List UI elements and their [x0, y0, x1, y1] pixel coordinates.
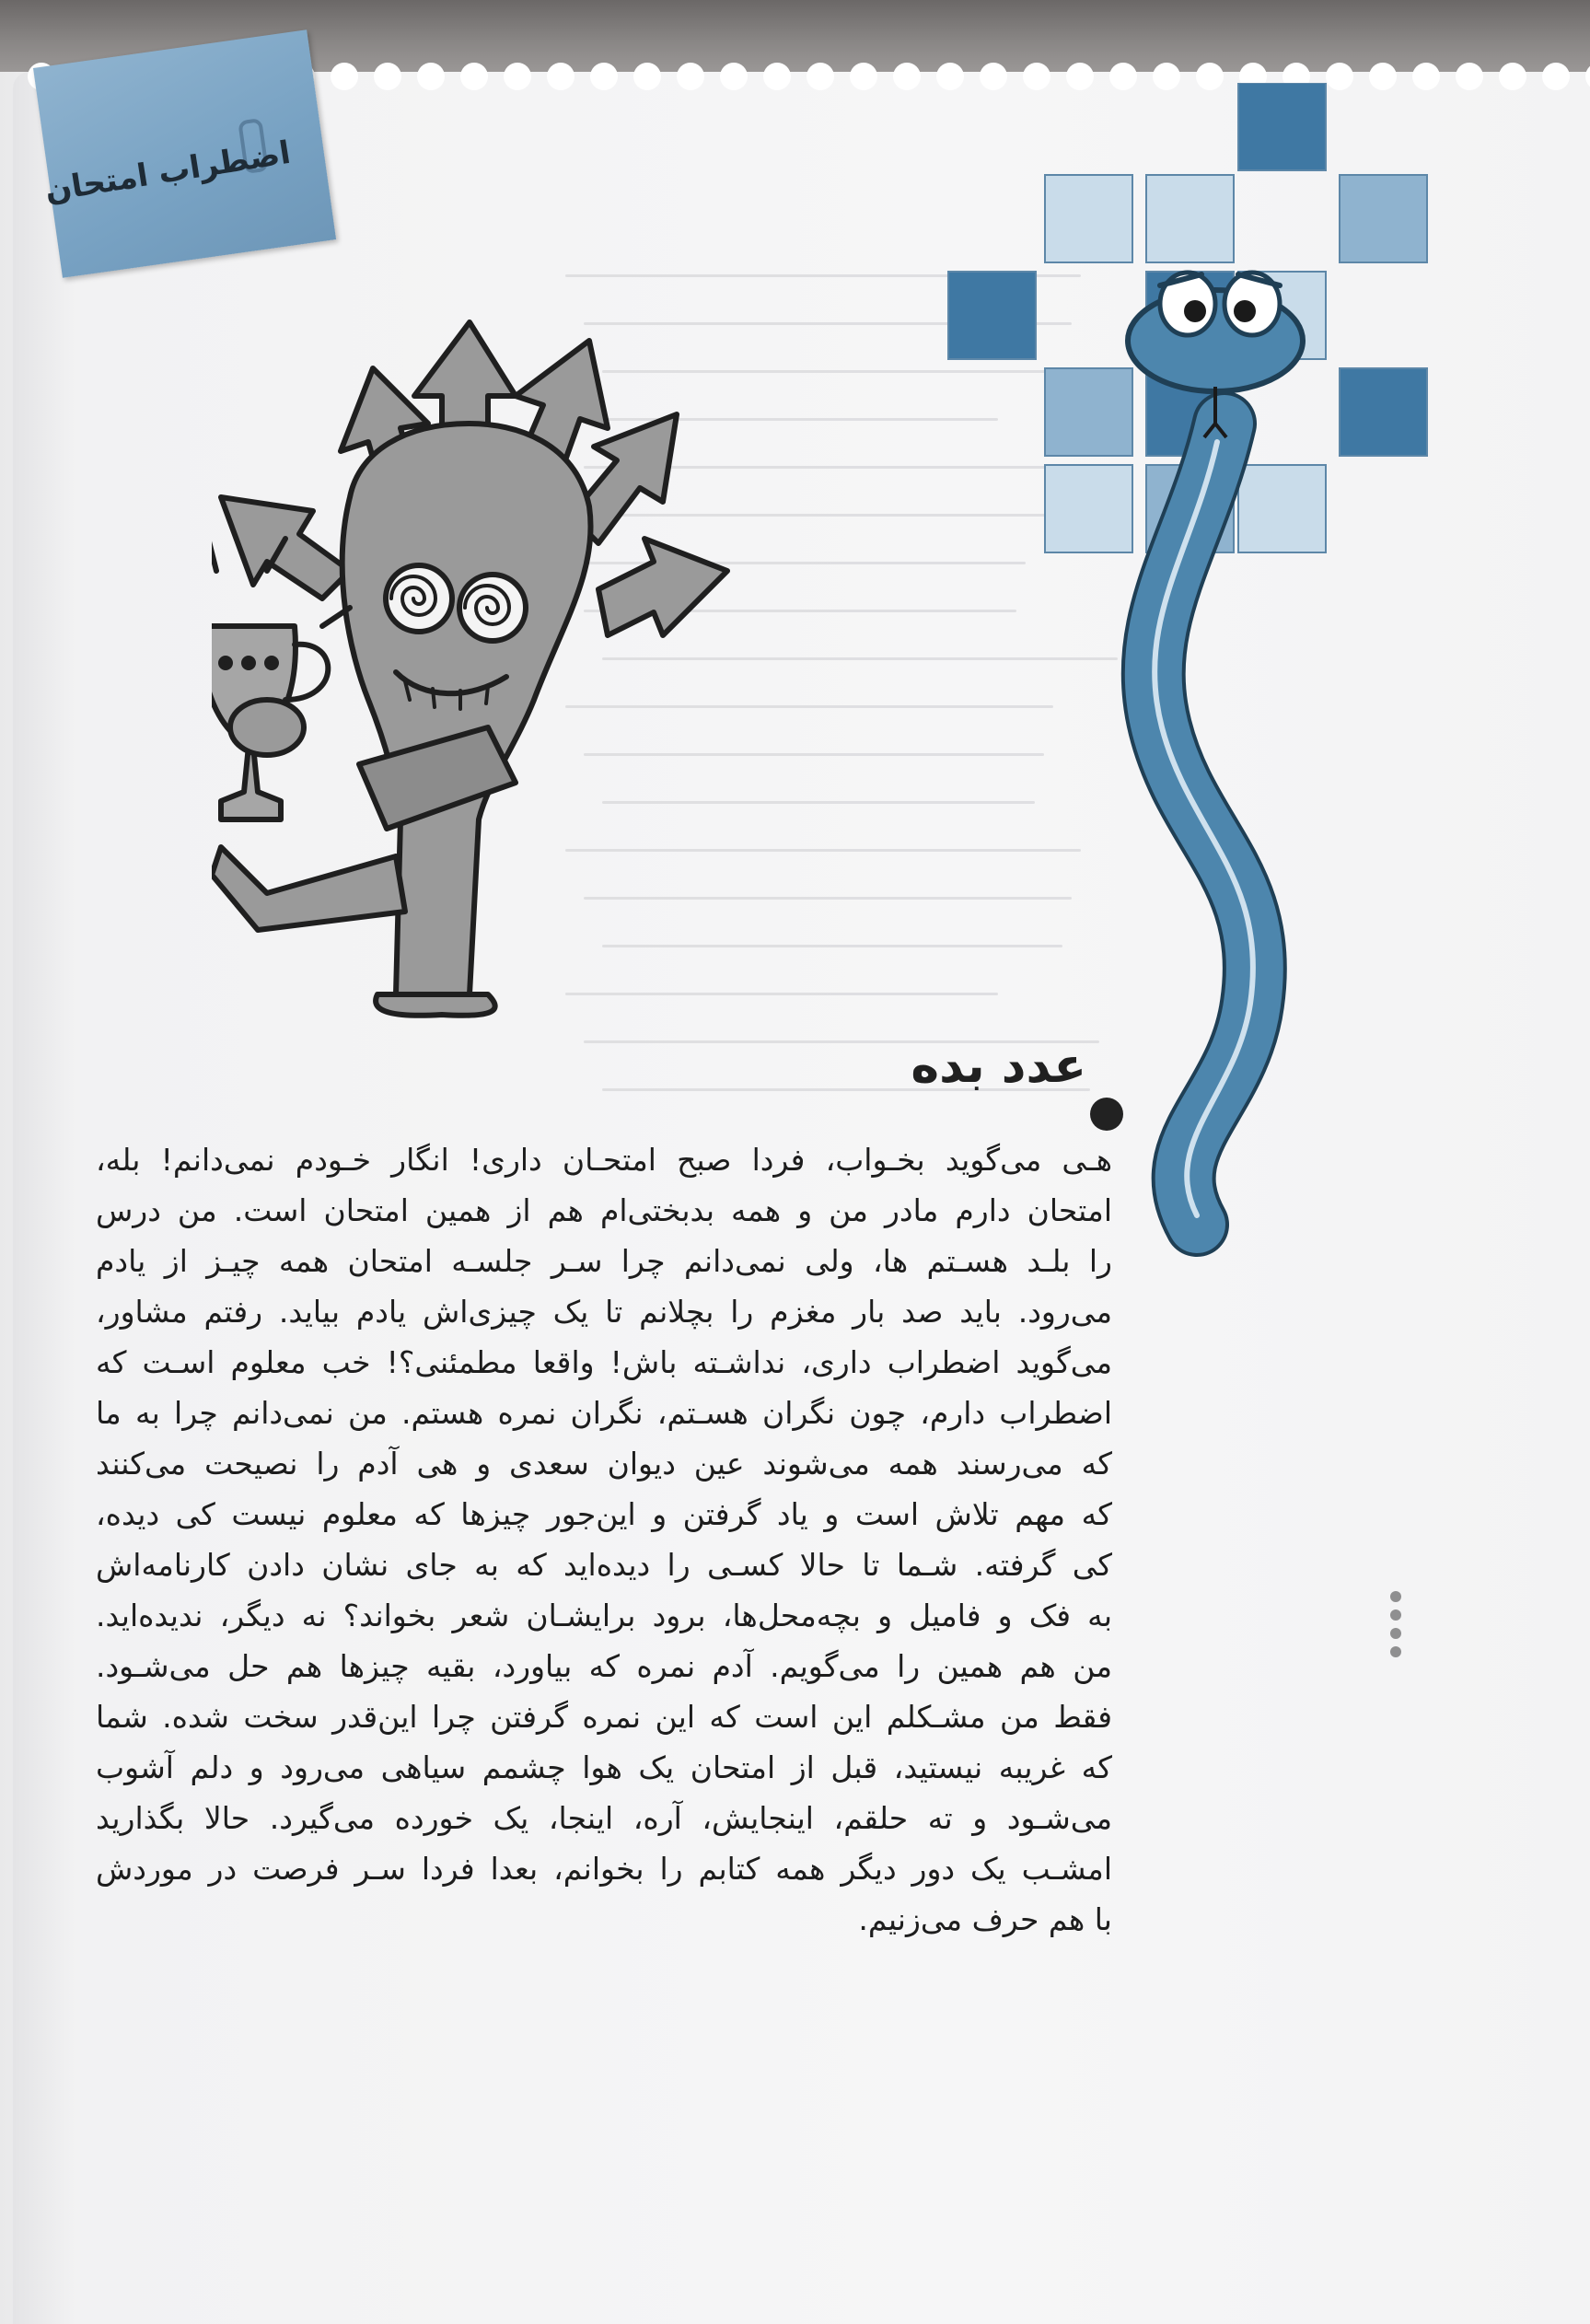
- binding-hole: [763, 63, 791, 90]
- body-line: را بلـد هسـتم ها، ولی نمی‌دانم چرا سـر جلسـه امتحان همه چیـز از یادم: [96, 1243, 1112, 1279]
- body-line: که غریبه نیستید، قبل از امتحان یک هوا چشمم سیاهی می‌رود و دلم آشوب: [96, 1749, 1112, 1785]
- page-dots: [1390, 1591, 1405, 1665]
- section-title: عدد بده: [911, 1039, 1086, 1094]
- binding-hole: [417, 63, 445, 90]
- body-line: امتحان دارم مادر من و همه بدبختی‌ام هم از همین امتحان است. من درس: [96, 1192, 1112, 1228]
- binding-hole: [547, 63, 574, 90]
- binding-hole: [331, 63, 358, 90]
- body-line: با هم حرف می‌زنیم.: [858, 1901, 1112, 1937]
- body-paragraph: [96, 1134, 1112, 1945]
- body-line: می‌رود. باید صد بار مغزم را بچلانم تا یک چیزی‌اش یادم بیاید. رفتم مشاور،: [96, 1294, 1112, 1330]
- page-dot: [1390, 1646, 1401, 1657]
- body-line: هـی می‌گوید بخـواب، فردا صبح امتحـان داری! انگار خـودم نمی‌دانم! بله،: [96, 1142, 1112, 1178]
- page-dot: [1390, 1609, 1401, 1621]
- page-dot: [1390, 1591, 1401, 1602]
- page-dot: [1390, 1628, 1401, 1639]
- body-line: کی گرفته. شـما تا حالا کسـی را دیده‌اید که به جای نشان دادن کارنامه‌اش: [96, 1547, 1112, 1583]
- body-line: امشـب یک دور دیگر همه کتابم را بخوانم، بعدا فردا سـر فرصت در موردش: [96, 1851, 1112, 1887]
- binding-hole: [720, 63, 748, 90]
- body-line: که مهم تلاش است و یاد گرفتن و این‌جور چیزها که معلوم نیست کی دیده،: [96, 1496, 1112, 1532]
- body-line: به فک و فامیل و بچه‌محل‌ها، برود برایشـان شعر بخواند؟ نه دیگر، ندیده‌اید.: [96, 1598, 1112, 1633]
- body-line: اضطراب دارم، چون نگران هسـتم، نگران نمره هستم. من نمی‌دانم چرا به ما: [96, 1395, 1112, 1431]
- binding-hole: [504, 63, 531, 90]
- binding-hole: [374, 63, 401, 90]
- blue-snake-icon: [921, 83, 1584, 1298]
- binding-hole: [633, 63, 661, 90]
- binding-hole: [460, 63, 488, 90]
- body-line: که می‌رسند همه می‌شوند عین دیوان سعدی و هی آدم را نصیحت می‌کنند: [96, 1446, 1112, 1482]
- section-bullet: [1090, 1098, 1123, 1131]
- body-line: فقط من مشـکلم این است که این نمره گرفتن چرا این‌قدر سخت شده. شما: [96, 1699, 1112, 1735]
- binding-hole: [850, 63, 877, 90]
- chapter-tab-label: اضطراب امتحان: [42, 134, 294, 210]
- binding-hole: [677, 63, 704, 90]
- binding-hole: [893, 63, 921, 90]
- body-line: می‌گوید اضطراب داری، نداشـته باش! واقعا مطمئنی؟! خب معلوم اسـت که: [96, 1344, 1112, 1380]
- binding-hole: [1585, 63, 1590, 90]
- body-line: من هم همین را می‌گویم. آدم نمره که بیاورد، بقیه چیزها هم حل می‌شـود.: [96, 1648, 1112, 1684]
- stressed-student-holding-trophy-icon: [212, 267, 893, 1031]
- body-line: می‌شـود و ته حلقم، اینجایش، آره، اینجا، یک خورده می‌گیرد. حالا بگذارید: [96, 1800, 1112, 1836]
- binding-hole: [590, 63, 618, 90]
- binding-hole: [807, 63, 834, 90]
